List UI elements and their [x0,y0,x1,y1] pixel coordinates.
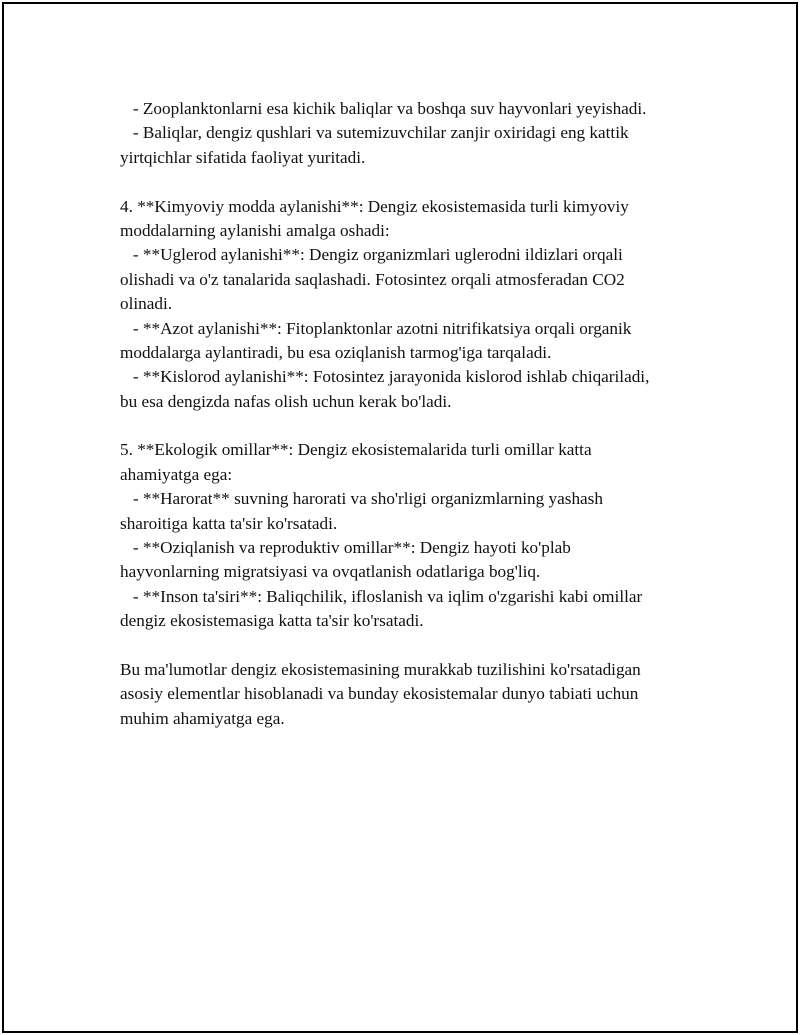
text-line: moddalarga aylantiradi, bu esa oziqlanish tarmog'iga tarqaladi. [120,342,552,362]
text-line: - Zooplanktonlarni esa kichik baliqlar va boshqa suv hayvonlari yeyishadi. [120,99,647,118]
text-line: - **Uglerod aylanishi**: Dengiz organizmlari uglerodni ildizlari orqali [120,245,623,265]
blank-line [120,634,700,658]
text-line: olinadi. [120,294,173,314]
document-body [120,97,700,731]
blank-line [120,414,700,438]
text-line: - **Oziqlanish va reproduktiv omillar**: Dengiz hayoti ko'plab [120,538,571,558]
text-line: - **Harorat** suvning harorati va sho'rligi organizmlarning yashash [120,489,603,509]
blank-line [120,170,700,194]
text-line: - Baliqlar, dengiz qushlari va sutemizuvchilar zanjir oxiridagi eng kattik [120,123,629,143]
text-line: ahamiyatga ega: [120,464,233,484]
text-line: - **Inson ta'siri**: Baliqchilik, ifloslanish va iqlim o'zgarishi kabi omillar [120,586,643,606]
text-line: sharoitiga katta ta'sir ko'rsatadi. [120,513,338,533]
text-line: asosiy elementlar hisoblanadi va bunday ekosistemalar dunyo tabiati uchun [120,684,639,704]
text-line: 4. **Kimyoviy modda aylanishi**: Dengiz ekosistemasida turli kimyoviy [120,196,629,216]
text-line: olishadi va o'z tanalarida saqlashadi. Fotosintez orqali atmosferadan CO2 [120,269,625,289]
document-page [2,2,798,1033]
text-line: moddalarning aylanishi amalga oshadi: [120,220,390,240]
text-line: 5. **Ekologik omillar**: Dengiz ekosistemalarida turli omillar katta [120,440,592,460]
text-line: - **Kislorod aylanishi**: Fotosintez jarayonida kislorod ishlab chiqariladi, [120,367,650,387]
text-line: hayvonlarning migratsiyasi va ovqatlanish odatlariga bog'liq. [120,562,541,582]
text-line: bu esa dengizda nafas olish uchun kerak bo'ladi. [120,391,452,411]
text-line: yirtqichlar sifatida faoliyat yuritadi. [120,147,366,167]
text-line: Bu ma'lumotlar dengiz ekosistemasining murakkab tuzilishini ko'rsatadigan [120,659,641,679]
text-line: - **Azot aylanishi**: Fitoplanktonlar azotni nitrifikatsiya orqali organik [120,318,632,338]
text-line: dengiz ekosistemasiga katta ta'sir ko'rsatadi. [120,611,424,631]
text-line: muhim ahamiyatga ega. [120,708,285,728]
